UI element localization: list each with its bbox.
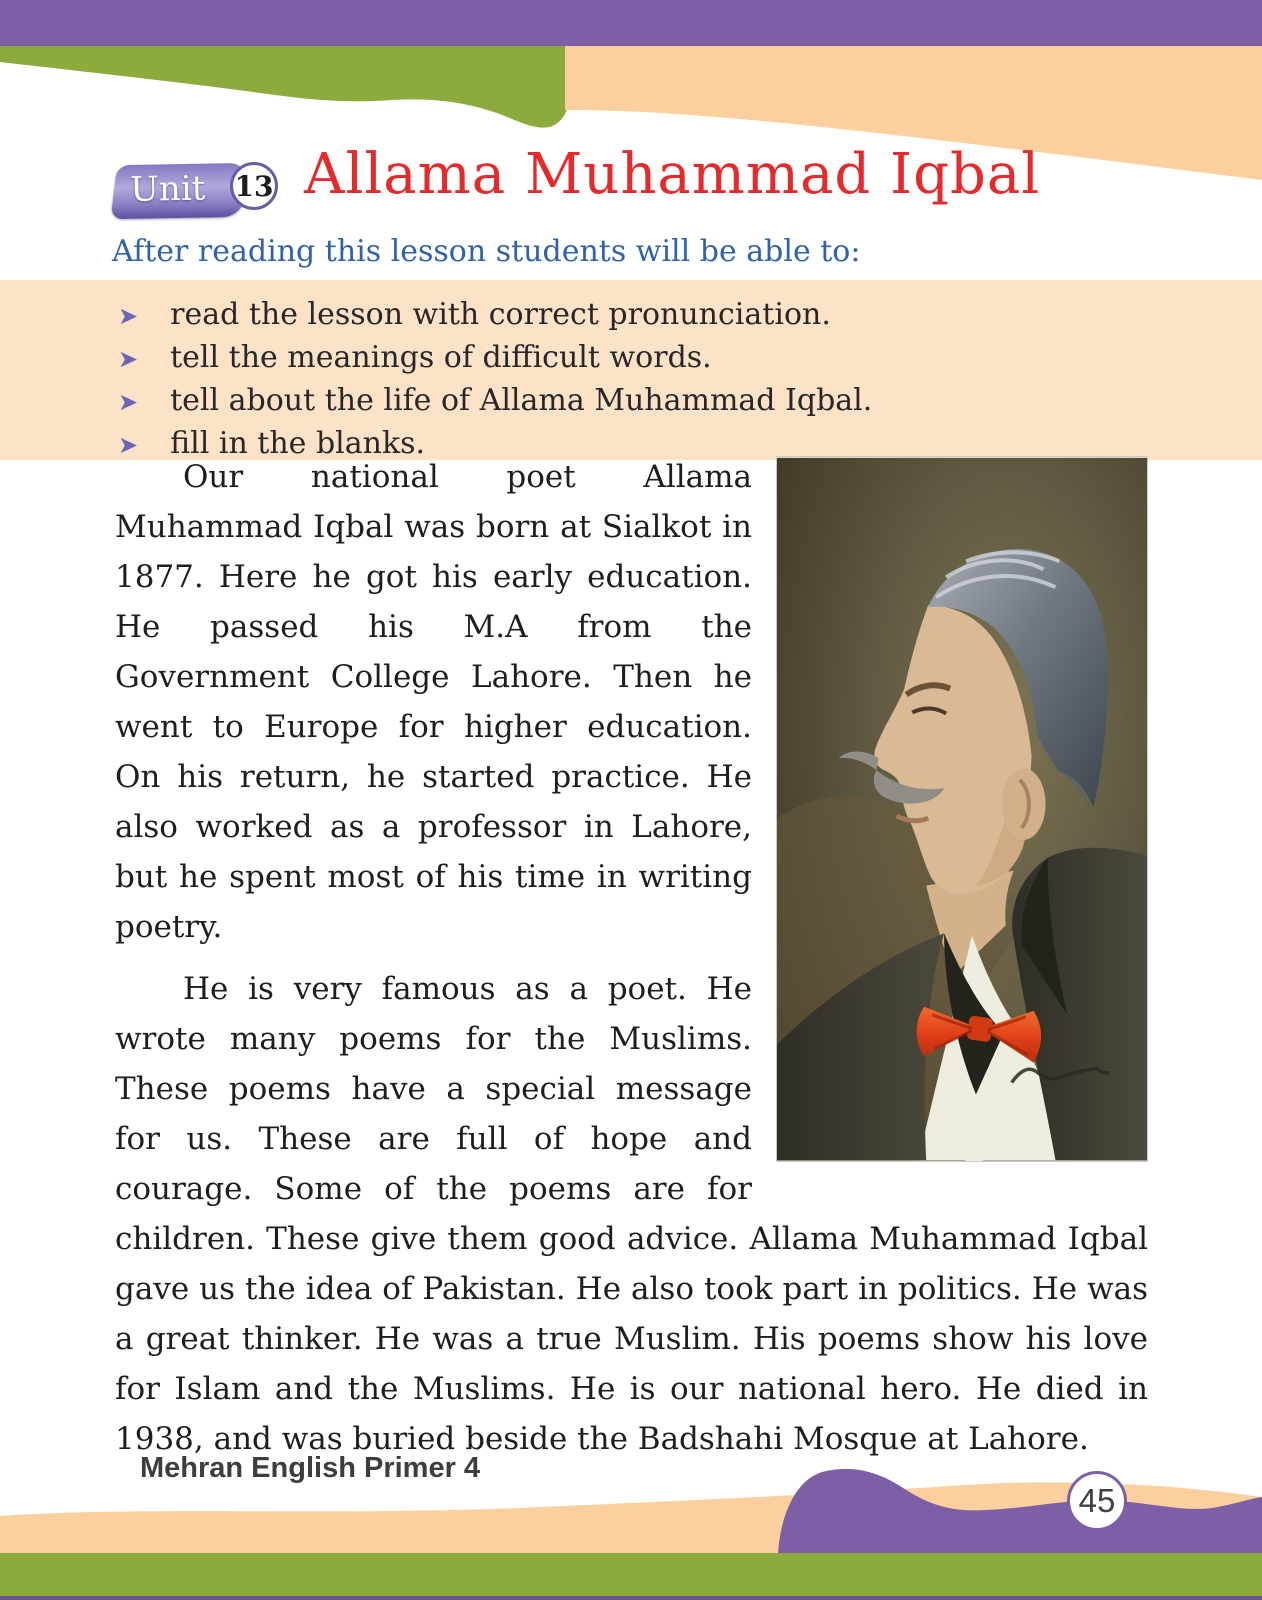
objective-text: tell about the life of Allama Muhammad Iqbal. [170,383,873,418]
footer-book-title: Mehran English Primer 4 [140,1452,481,1484]
lesson-body [115,452,1148,1464]
objective-text: tell the meanings of difficult words. [170,340,712,375]
body-paragraph-2: He is very famous as a poet. He wrote many poems for the Muslims. These poems have a special message for us. These are full of hope and courage. Some of the poems are for children. These give them good advice. Allama Muhammad Iqbal gave us the idea of Pakistan. He also took part in politics. He was a great thinker. He was a true Muslim. His poems show his love for Islam and the Muslims. He is our national hero. He died in 1938, and was buried beside the Badshahi Mosque at Lahore. [115,971,1148,1457]
arrow-bullet-icon: ➤ [118,388,139,416]
objectives-box [0,280,1262,460]
body-paragraph-1: Our national poet Allama Muhammad Iqbal was born at Sialkot in 1877. Here he got his early education. He passed his M.A from the Government College Lahore. Then he went to Europe for higher education. On his return, he started practice. He also worked as a professor in Lahore, but he spent most of his time in writing poetry. [115,459,752,945]
unit-number: 13 [234,169,274,203]
unit-badge [111,163,250,219]
arrow-bullet-icon: ➤ [118,431,139,459]
arrow-bullet-icon: ➤ [118,345,139,373]
objective-text: read the lesson with correct pronunciation. [170,297,831,332]
page-number: 45 [1078,1482,1116,1519]
objective-item [118,380,1262,423]
arrow-bullet-icon: ➤ [118,302,139,330]
objective-text: fill in the blanks. [170,426,426,461]
title-row [108,142,1208,230]
page-number-badge [1067,1471,1127,1531]
page-title: Allama Muhammad Iqbal [304,142,1041,207]
objective-item [118,337,1262,380]
objective-item [118,294,1262,337]
unit-number-circle [230,162,278,210]
lesson-objectives-intro: After reading this lesson students will be able to: [112,234,861,269]
unit-label: Unit [129,168,206,210]
objectives-list [0,280,1262,466]
iqbal-portrait-image [776,456,1148,1162]
